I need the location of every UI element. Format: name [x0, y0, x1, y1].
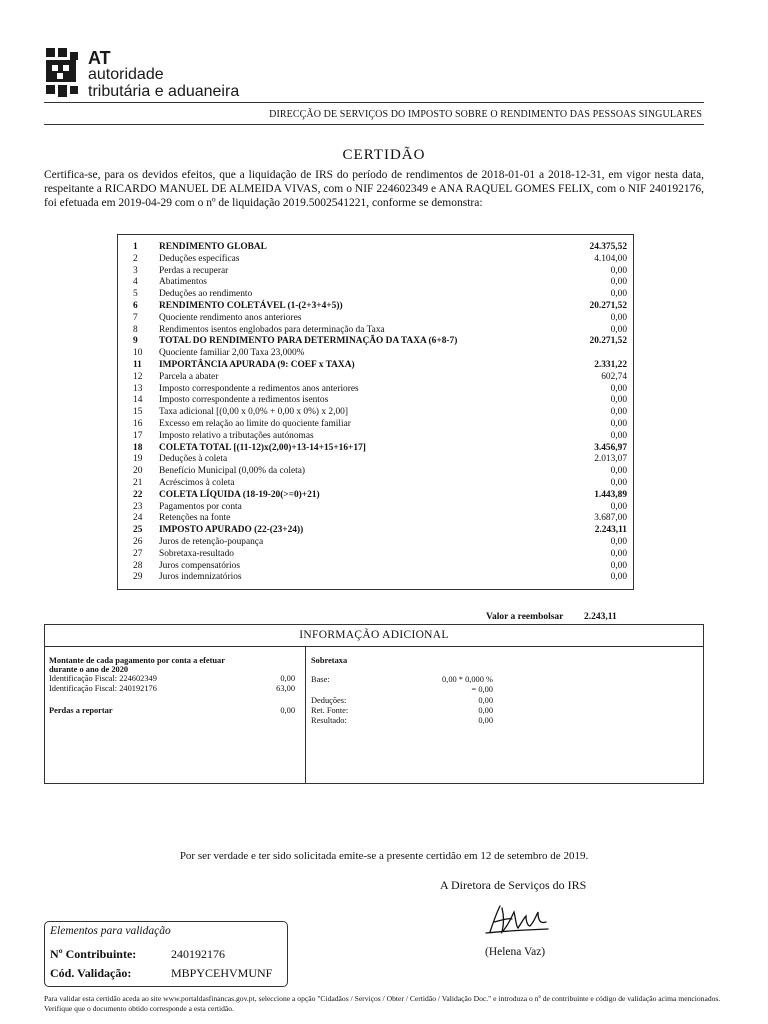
document-title: CERTIDÃO	[342, 147, 426, 163]
row-value: 0,00	[610, 478, 627, 488]
row-number: 7	[133, 312, 138, 323]
validation-box	[44, 921, 288, 987]
row-number: 3	[133, 265, 138, 276]
table-row	[118, 548, 633, 560]
row-number: 8	[133, 324, 138, 335]
table-row	[118, 300, 633, 312]
row-value: 0,00	[610, 501, 627, 512]
row-number: 14	[133, 395, 143, 406]
row-number: 4	[133, 277, 138, 288]
row-number: 13	[133, 383, 143, 394]
validation-code-label: Cód. Validação:	[50, 966, 132, 980]
row-description: Quociente familiar 2,00 Taxa 23,000%	[159, 348, 305, 359]
row-value: 602,74	[601, 371, 627, 382]
base-label: Base:	[311, 675, 330, 684]
row-description: COLETA TOTAL [(11-12)x(2,00)+13-14+15+16+17]	[159, 442, 366, 453]
row-number: 17	[133, 430, 143, 441]
table-row	[118, 524, 633, 536]
row-number: 28	[133, 560, 143, 571]
row-description: Perdas a recuperar	[159, 265, 229, 276]
row-value: 0,00	[610, 383, 627, 394]
deductions-value: 0,00	[478, 696, 493, 705]
row-description: Imposto relativo a tributações autónomas	[159, 430, 314, 441]
logo-abbreviation: AT	[88, 48, 111, 68]
tax-id-1-label: Identificação Fiscal: 224602349	[49, 674, 157, 683]
closing-statement: Por ser verdade e ter sido solicitada emite-se a presente certidão em 12 de setembro de 2019.	[179, 850, 589, 862]
logo-line-1: autoridade	[88, 66, 164, 83]
row-description: Benefício Municipal (0,00% da coleta)	[159, 466, 306, 477]
row-value: 3.687,00	[594, 513, 627, 524]
row-description: Imposto correspondente a redimentos isentos	[159, 395, 329, 406]
logo-line-2: tributária e aduaneira	[88, 83, 240, 100]
table-row	[118, 536, 633, 548]
row-number: 20	[133, 466, 143, 477]
row-value: 24.375,52	[589, 242, 627, 252]
row-description: Abatimentos	[159, 277, 207, 288]
row-description: Juros indemnizatórios	[159, 572, 242, 583]
row-value: 0,00	[610, 548, 627, 559]
row-value: 0,00	[610, 407, 627, 418]
row-number: 5	[133, 289, 138, 300]
row-number: 9	[133, 336, 138, 347]
base-result-value: = 0,00	[471, 685, 493, 694]
row-value: 0,00	[610, 419, 627, 429]
row-number: 18	[133, 442, 143, 453]
table-row	[118, 501, 633, 513]
result-label: Resultado:	[311, 716, 347, 725]
row-number: 24	[133, 513, 143, 524]
losses-value: 0,00	[280, 706, 295, 715]
row-value: 0,00	[610, 312, 627, 323]
table-row	[118, 347, 633, 359]
table-row	[118, 394, 633, 406]
additional-info-box	[44, 624, 704, 784]
row-description: Deduções ao rendimento	[159, 289, 253, 300]
result-value: 0,00	[478, 716, 493, 725]
row-description: RENDIMENTO COLETÁVEL (1-(2+3+4+5))	[159, 301, 343, 311]
payment-heading-2: durante o ano de 2020	[49, 665, 129, 674]
table-row	[118, 241, 633, 253]
row-number: 23	[133, 501, 143, 512]
row-description: Acréscimos à coleta	[159, 478, 235, 488]
row-description: Parcela a abater	[159, 371, 219, 382]
table-row	[118, 324, 633, 336]
row-value: 0,00	[610, 265, 627, 276]
taxpayer-number-value: 240192176	[171, 947, 225, 961]
row-description: Excesso em relação ao limite do quociente familiar	[159, 419, 351, 429]
row-number: 25	[133, 525, 143, 536]
row-number: 15	[133, 407, 143, 418]
surcharge-heading: Sobretaxa	[311, 656, 348, 665]
row-description: Juros compensatórios	[159, 560, 240, 571]
row-value: 0,00	[610, 324, 627, 335]
additional-info-title: INFORMAÇÃO ADICIONAL	[45, 625, 703, 647]
row-number: 1	[133, 242, 138, 252]
tax-id-1-value: 0,00	[280, 674, 295, 683]
row-value: 3.456,97	[594, 442, 627, 453]
row-value: 0,00	[610, 277, 627, 288]
row-value: 0,00	[610, 395, 627, 406]
row-number: 11	[133, 360, 142, 370]
director-title: A Diretora de Serviços do IRS	[440, 878, 587, 892]
table-row	[118, 512, 633, 524]
withholding-label: Ret. Fonte:	[311, 706, 349, 715]
at-logo	[44, 44, 254, 104]
row-description: IMPOSTO APURADO (22-(23+24))	[159, 525, 304, 536]
table-row	[118, 418, 633, 430]
row-description: Imposto correspondente a redimentos anos anteriores	[159, 383, 359, 394]
table-row	[118, 276, 633, 288]
withholding-value: 0,00	[478, 706, 493, 715]
row-description: Quociente rendimento anos anteriores	[159, 312, 302, 323]
table-row	[118, 359, 633, 371]
row-description: IMPORTÂNCIA APURADA (9: COEF x TAXA)	[159, 360, 355, 370]
table-row	[118, 442, 633, 454]
row-number: 2	[133, 253, 138, 264]
info-column-divider	[305, 646, 306, 783]
row-value: 20.271,52	[589, 301, 627, 311]
header-divider	[44, 102, 704, 103]
deductions-label: Deduções:	[311, 696, 347, 705]
row-value: 2.243,11	[594, 525, 627, 536]
taxpayer-number-label: Nº Contribuinte:	[50, 947, 137, 961]
row-value: 1.443,89	[594, 489, 627, 500]
intro-paragraph: Certifica-se, para os devidos efeitos, que a liquidação de IRS do período de rendimentos de 2018-01-01 a 2018-12-31, em vigor nesta data, respeitante a RICARDO MANUEL DE ALMEIDA VIVAS, com o NIF 224602349 e ANA RAQUEL GOMES FELIX, com o NIF 240192176, foi efetuada em 2019-04-29 com o nº de liquidação 2019.5002541221, conforme se demonstra:	[44, 169, 704, 209]
footer-note: Para validar esta certidão aceda ao site www.portaldasfinancas.gov.pt, seleccione a opção "Cidadãos / Serviços / Obter / Certidão / Validação Doc." e introduza o nº de contribuinte e código de validação acima mencionados. Verifique que o documento obtido corresponde a esta certidão.	[44, 994, 721, 1013]
validation-code-value: MBPYCEHVMUNF	[171, 966, 273, 980]
base-value: 0,00 * 0,000 %	[442, 675, 493, 684]
table-row	[118, 489, 633, 501]
row-description: Taxa adicional [(0,00 x 0,0% + 0,00 x 0%) x 2,00]	[159, 407, 348, 418]
handwritten-signature	[484, 902, 554, 938]
tax-id-2-value: 63,00	[276, 684, 295, 693]
table-row	[118, 371, 633, 383]
row-number: 16	[133, 419, 143, 429]
row-value: 0,00	[610, 572, 627, 583]
tax-id-2-label: Identificação Fiscal: 240192176	[49, 684, 157, 693]
row-description: Deduções específicas	[159, 253, 240, 264]
row-value: 2.013,07	[594, 454, 627, 465]
table-row	[118, 477, 633, 489]
row-number: 26	[133, 537, 143, 547]
table-row	[118, 406, 633, 418]
table-row	[118, 335, 633, 347]
row-number: 29	[133, 572, 143, 583]
table-row	[118, 560, 633, 572]
row-value: 4.104,00	[594, 253, 627, 264]
row-value: 0,00	[610, 289, 627, 300]
validation-title: Elementos para validação	[50, 925, 171, 937]
row-value: 0,00	[610, 537, 627, 547]
table-row	[118, 430, 633, 442]
table-row	[118, 465, 633, 477]
row-description: RENDIMENTO GLOBAL	[159, 242, 267, 252]
row-value: 0,00	[610, 560, 627, 571]
table-row	[118, 312, 633, 324]
signer-name: (Helena Vaz)	[485, 946, 546, 958]
row-description: Juros de retenção-poupança	[159, 537, 264, 547]
row-description: Rendimentos isentos englobados para determinação da Taxa	[159, 324, 385, 335]
table-row	[118, 383, 633, 395]
row-number: 22	[133, 489, 143, 500]
refund-value: 2.243,11	[584, 612, 617, 622]
row-description: Sobretaxa-resultado	[159, 548, 234, 559]
assessment-table	[117, 234, 634, 590]
row-description: COLETA LÍQUIDA (18-19-20(>=0)+21)	[159, 489, 320, 500]
table-row	[118, 253, 633, 265]
row-description: Pagamentos por conta	[159, 501, 242, 512]
row-number: 6	[133, 301, 138, 311]
department-divider	[44, 124, 704, 125]
payment-heading-1: Montante de cada pagamento por conta a efetuar	[49, 656, 225, 665]
table-row	[118, 453, 633, 465]
row-description: TOTAL DO RENDIMENTO PARA DETERMINAÇÃO DA TAXA (6+8-7)	[159, 336, 458, 347]
row-number: 10	[133, 348, 143, 359]
row-number: 19	[133, 454, 143, 465]
at-emblem-icon	[44, 46, 80, 100]
row-description: Retenções na fonte	[159, 513, 231, 524]
row-number: 12	[133, 371, 143, 382]
row-value: 2.331,22	[594, 360, 627, 370]
department-name: DIRECÇÃO DE SERVIÇOS DO IMPOSTO SOBRE O RENDIMENTO DAS PESSOAS SINGULARES	[269, 109, 702, 120]
row-description: Deduções à coleta	[159, 454, 228, 465]
refund-label: Valor a reembolsar	[486, 612, 564, 622]
row-value: 0,00	[610, 430, 627, 441]
row-number: 21	[133, 478, 143, 488]
row-value: 0,00	[610, 466, 627, 477]
row-value: 20.271,52	[589, 336, 627, 347]
row-number: 27	[133, 548, 143, 559]
losses-label: Perdas a reportar	[49, 706, 113, 715]
table-row	[118, 288, 633, 300]
table-row	[118, 571, 633, 583]
table-row	[118, 265, 633, 277]
